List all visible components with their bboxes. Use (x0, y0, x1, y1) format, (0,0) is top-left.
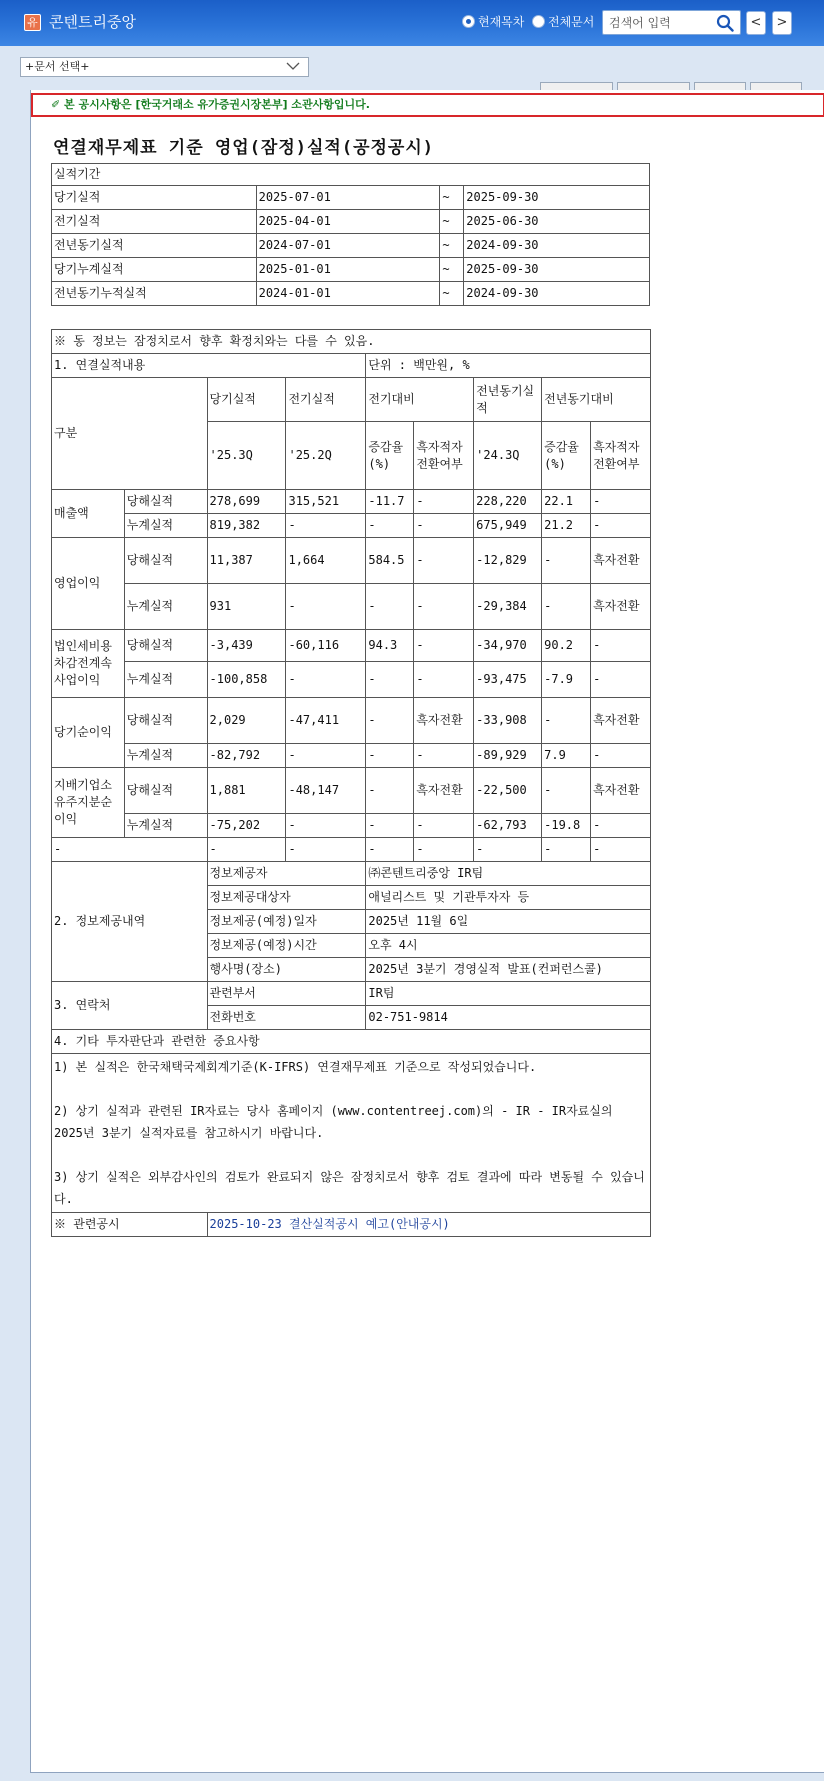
table-row (52, 234, 650, 258)
cell-value: -34,970 (474, 630, 542, 662)
search-box[interactable] (602, 10, 741, 35)
cell-value: - (286, 838, 366, 862)
cell-value: 228,220 (474, 490, 542, 514)
brand-logo-icon: 유 (24, 14, 41, 31)
period-tilde: ~ (440, 210, 464, 234)
period-from: 2025-04-01 (256, 210, 440, 234)
cell-value: - (366, 814, 414, 838)
cell-value: -3,439 (207, 630, 286, 662)
cell-value: 흑자전환 (414, 698, 474, 744)
sub-label: 당해실적 (124, 698, 207, 744)
cell-value: - (542, 584, 591, 630)
document-select[interactable] (20, 57, 309, 77)
col-subheader: 흑자적자전환여부 (414, 422, 474, 490)
period-label: 전기실적 (52, 210, 257, 234)
cell-value: -22,500 (474, 768, 542, 814)
cell-value: - (286, 584, 366, 630)
col-subheader: '25.3Q (207, 422, 286, 490)
jurisdiction-notice: ✐ 본 공시사항은 [한국거래소 유가증권시장본부] 소관사항입니다. (31, 93, 824, 117)
cell-value: - (366, 744, 414, 768)
cell-value: -48,147 (286, 768, 366, 814)
search-input[interactable] (609, 14, 709, 32)
table-row (52, 814, 651, 838)
period-label: 당기누계실적 (52, 258, 257, 282)
sub-label: 누계실적 (124, 514, 207, 538)
cell-value: -29,384 (474, 584, 542, 630)
cell-value: 819,382 (207, 514, 286, 538)
contact-value: 02-751-9814 (366, 1006, 651, 1030)
cell-value: - (286, 662, 366, 698)
sub-label: 누계실적 (124, 662, 207, 698)
cell-value: - (207, 838, 286, 862)
cell-value: - (414, 630, 474, 662)
contact-label: 전화번호 (207, 1006, 366, 1030)
period-to: 2025-09-30 (464, 258, 650, 282)
cell-value: - (591, 490, 651, 514)
cell-value: - (414, 490, 474, 514)
table-row (52, 538, 651, 584)
cell-value: 1,664 (286, 538, 366, 584)
contact-label: 관련부서 (207, 982, 366, 1006)
performance-table (51, 329, 651, 1237)
cell-value: - (542, 768, 591, 814)
cell-value: -60,116 (286, 630, 366, 662)
period-table (51, 163, 650, 306)
col-subheader: '24.3Q (474, 422, 542, 490)
toolbar-tabs (540, 82, 802, 90)
document-frame (30, 90, 824, 1773)
radio-unchecked-icon[interactable] (532, 15, 545, 28)
next-button[interactable]: > (772, 11, 792, 35)
col-subheader: '25.2Q (286, 422, 366, 490)
sub-label: 누계실적 (124, 584, 207, 630)
table-row (52, 1213, 651, 1237)
radio-current-toc[interactable] (462, 13, 524, 30)
col-subheader: 흑자적자전환여부 (591, 422, 651, 490)
search-icon[interactable] (716, 14, 734, 32)
col-header: 당기실적 (207, 378, 286, 422)
info-label: 정보제공(예정)일자 (207, 910, 366, 934)
period-to: 2024-09-30 (464, 234, 650, 258)
period-header: 실적기간 (52, 164, 650, 186)
sub-label: 당해실적 (124, 538, 207, 584)
cell-value: - (52, 838, 208, 862)
cell-value: - (591, 838, 651, 862)
cell-value: 21.2 (542, 514, 591, 538)
cell-value: - (591, 814, 651, 838)
unit-label: 단위 : 백만원, % (366, 354, 651, 378)
sub-label: 누계실적 (124, 814, 207, 838)
cell-value: 2,029 (207, 698, 286, 744)
category-header: 구분 (52, 378, 208, 490)
cell-value: - (414, 744, 474, 768)
period-to: 2024-09-30 (464, 282, 650, 306)
cell-value: -89,929 (474, 744, 542, 768)
table-row (52, 1030, 651, 1054)
radio-checked-icon[interactable] (462, 15, 475, 28)
cell-value: - (591, 662, 651, 698)
remark-2: 2) 상기 실적과 관련된 IR자료는 당사 홈페이지 (www.contentreej.com)의 - IR - IR자료실의 2025년 3분기 실적자료를 참고하시기 바랍니다. (54, 1104, 613, 1140)
section-1-title: 1. 연결실적내용 (52, 354, 366, 378)
cell-value: 7.9 (542, 744, 591, 768)
cell-value: - (474, 838, 542, 862)
sub-label: 누계실적 (124, 744, 207, 768)
info-value: 2025년 11월 6일 (366, 910, 651, 934)
info-label: 행사명(장소) (207, 958, 366, 982)
table-row (52, 584, 651, 630)
info-label: 정보제공자 (207, 862, 366, 886)
cell-value: -12,829 (474, 538, 542, 584)
item-name: 법인세비용차감전계속사업이익 (52, 630, 125, 698)
cell-value: 흑자전환 (591, 698, 651, 744)
toolbar-tab[interactable] (540, 82, 613, 90)
table-row (52, 768, 651, 814)
section-2-title: 2. 정보제공내역 (52, 862, 208, 982)
table-row (52, 258, 650, 282)
company-name: 콘텐트리중앙 (49, 13, 136, 31)
cell-value: - (591, 744, 651, 768)
document-select-value: +문서 선택+ (25, 60, 90, 73)
period-tilde: ~ (440, 186, 464, 210)
cell-value: - (414, 838, 474, 862)
cell-value: 22.1 (542, 490, 591, 514)
cell-value: - (591, 630, 651, 662)
item-name: 당기순이익 (52, 698, 125, 768)
table-row (52, 1054, 651, 1213)
cell-value: 흑자전환 (414, 768, 474, 814)
period-tilde: ~ (440, 234, 464, 258)
cell-value: - (542, 838, 591, 862)
cell-value: 278,699 (207, 490, 286, 514)
section-4-title: 4. 기타 투자판단과 관련한 중요사항 (52, 1030, 651, 1054)
period-tilde: ~ (440, 258, 464, 282)
period-from: 2025-01-01 (256, 258, 440, 282)
period-label: 전년동기실적 (52, 234, 257, 258)
item-name: 영업이익 (52, 538, 125, 630)
chevron-down-icon (286, 61, 300, 71)
cell-value: 흑자전환 (591, 538, 651, 584)
table-row (52, 378, 651, 422)
table-row (52, 282, 650, 306)
info-label: 정보제공대상자 (207, 886, 366, 910)
cell-value: - (366, 768, 414, 814)
table-row (52, 164, 650, 186)
info-label: 정보제공(예정)시간 (207, 934, 366, 958)
cell-value: 흑자전환 (591, 584, 651, 630)
cell-value: - (414, 662, 474, 698)
cell-value: - (366, 662, 414, 698)
sub-label: 당해실적 (124, 768, 207, 814)
remark-3: 3) 상기 실적은 외부감사인의 검토가 완료되지 않은 잠정치로서 향후 검토 결과에 따라 변동될 수 있습니다. (54, 1170, 645, 1206)
cell-value: - (366, 838, 414, 862)
cell-value: -19.8 (542, 814, 591, 838)
cell-value: - (414, 514, 474, 538)
sub-label: 당해실적 (124, 630, 207, 662)
cell-value: -11.7 (366, 490, 414, 514)
cell-value: - (542, 538, 591, 584)
table-row (52, 490, 651, 514)
table-row (52, 698, 651, 744)
remark-1: 1) 본 실적은 한국채택국제회계기준(K-IFRS) 연결재무제표 기준으로 작성되었습니다. (54, 1060, 537, 1074)
document-title: 연결재무제표 기준 영업(잠정)실적(공정공시) (53, 138, 435, 158)
cell-value: - (286, 744, 366, 768)
cell-value: 90.2 (542, 630, 591, 662)
table-row (52, 210, 650, 234)
info-value: ㈜콘텐트리중앙 IR팀 (366, 862, 651, 886)
table-row (52, 514, 651, 538)
table-row (52, 662, 651, 698)
disclaimer-note: ※ 동 정보는 잠정치로서 향후 확정치와는 다를 수 있음. (52, 330, 651, 354)
cell-value: - (414, 584, 474, 630)
contact-value: IR팀 (366, 982, 651, 1006)
cell-value: -93,475 (474, 662, 542, 698)
period-from: 2024-07-01 (256, 234, 440, 258)
radio-all-docs[interactable] (532, 13, 594, 30)
period-label: 당기실적 (52, 186, 257, 210)
period-from: 2024-01-01 (256, 282, 440, 306)
item-name: 매출액 (52, 490, 125, 538)
period-from: 2025-07-01 (256, 186, 440, 210)
remarks-cell (52, 1054, 651, 1213)
cell-value: - (286, 814, 366, 838)
prev-button[interactable]: < (746, 11, 766, 35)
col-header: 전년동기실적 (474, 378, 542, 422)
cell-value: 흑자전환 (591, 768, 651, 814)
section-3-title: 3. 연락처 (52, 982, 208, 1030)
related-label: ※ 관련공시 (52, 1213, 208, 1237)
toolbar-tab[interactable] (694, 82, 746, 90)
cell-value: 11,387 (207, 538, 286, 584)
cell-value: - (542, 698, 591, 744)
sub-label: 당해실적 (124, 490, 207, 514)
period-tilde: ~ (440, 282, 464, 306)
cell-value: 931 (207, 584, 286, 630)
radio-all-label: 전체문서 (548, 15, 595, 29)
cell-value: -47,411 (286, 698, 366, 744)
cell-value: -82,792 (207, 744, 286, 768)
table-row (52, 862, 651, 886)
table-row (52, 982, 651, 1006)
info-value: 오후 4시 (366, 934, 651, 958)
cell-value: 1,881 (207, 768, 286, 814)
cell-value: 315,521 (286, 490, 366, 514)
top-header (0, 0, 824, 46)
cell-value: 675,949 (474, 514, 542, 538)
toolbar-tab[interactable] (617, 82, 690, 90)
col-header: 전년동기대비 (542, 378, 651, 422)
col-subheader: 증감율(%) (366, 422, 414, 490)
cell-value: -7.9 (542, 662, 591, 698)
period-to: 2025-06-30 (464, 210, 650, 234)
cell-value: - (366, 698, 414, 744)
cell-value: - (414, 814, 474, 838)
cell-value: -100,858 (207, 662, 286, 698)
cell-value: - (414, 538, 474, 584)
table-row (52, 354, 651, 378)
col-subheader: 증감율(%) (542, 422, 591, 490)
table-row (52, 330, 651, 354)
info-value: 2025년 3분기 경영실적 발표(컨퍼런스콜) (366, 958, 651, 982)
col-header: 전기실적 (286, 378, 366, 422)
cell-value: -33,908 (474, 698, 542, 744)
info-value: 애널리스트 및 기관투자자 등 (366, 886, 651, 910)
cell-value: - (366, 584, 414, 630)
toolbar-tab[interactable] (750, 82, 802, 90)
radio-current-label: 현재목차 (478, 15, 525, 29)
cell-value: - (286, 514, 366, 538)
period-to: 2025-09-30 (464, 186, 650, 210)
cell-value: -75,202 (207, 814, 286, 838)
related-disclosure-link[interactable]: 2025-10-23 결산실적공시 예고(안내공시) (209, 1217, 450, 1231)
cell-value: 584.5 (366, 538, 414, 584)
cell-value: - (366, 514, 414, 538)
table-row (52, 186, 650, 210)
col-header: 전기대비 (366, 378, 474, 422)
related-disclosure-cell (207, 1213, 650, 1237)
cell-value: 94.3 (366, 630, 414, 662)
cell-value: -62,793 (474, 814, 542, 838)
cell-value: - (591, 514, 651, 538)
period-label: 전년동기누적실적 (52, 282, 257, 306)
item-name: 지배기업소유주지분순이익 (52, 768, 125, 838)
table-row (52, 838, 651, 862)
table-row (52, 744, 651, 768)
table-row (52, 630, 651, 662)
